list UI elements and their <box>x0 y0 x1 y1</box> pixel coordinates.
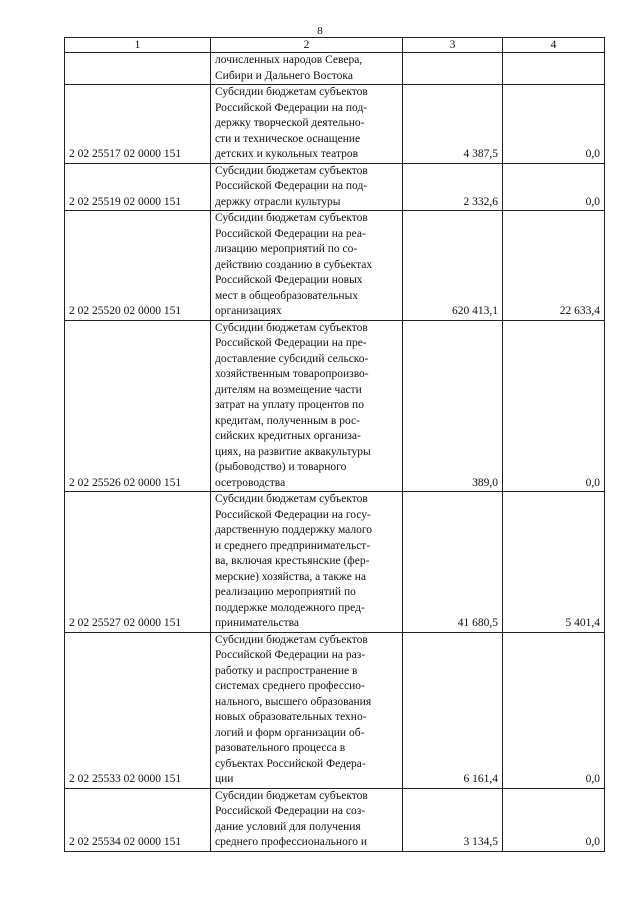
description-line: Российской Федерации на госу- <box>215 508 371 521</box>
page-number: 8 <box>317 25 323 37</box>
description-cell <box>211 320 403 492</box>
description-line: ции <box>215 773 234 785</box>
description-line: держку творческой деятельно- <box>215 117 365 129</box>
budget-code-cell: 2 02 25526 02 0000 151 <box>65 320 211 492</box>
column-header: 1 <box>65 38 211 53</box>
budget-code-cell: 2 02 25519 02 0000 151 <box>65 163 211 211</box>
budget-code-cell: 2 02 25520 02 0000 151 <box>65 211 211 321</box>
budget-code-cell: 2 02 25527 02 0000 151 <box>65 492 211 633</box>
description-cell <box>211 211 403 321</box>
description-line: Субсидии бюджетам субъектов <box>215 164 368 177</box>
description-line: Российской Федерации на раз- <box>215 649 366 661</box>
description-line: ва, включая крестьянские (фер- <box>215 555 370 567</box>
description-line: дарственную поддержку малого <box>215 524 373 536</box>
table-row <box>65 211 605 321</box>
table-row <box>65 53 605 85</box>
description-line: дание условий для получения <box>215 820 361 833</box>
description-line: затрат на уплату процентов по <box>215 399 364 411</box>
amount-col4-cell <box>503 53 605 85</box>
description-line: нального, высшего образования <box>215 695 372 708</box>
table-row <box>65 788 605 851</box>
description-line: новых образовательных техно- <box>215 711 367 723</box>
description-line: держку отрасли культуры <box>215 195 341 208</box>
description-line: разовательного процесса в <box>215 742 346 754</box>
description-line: действию созданию в субъектах <box>215 258 373 271</box>
description-line: Российской Федерации на пре- <box>215 337 367 349</box>
budget-code-cell: 2 02 25534 02 0000 151 <box>65 788 211 851</box>
table-row <box>65 632 605 788</box>
description-line: поддержке молодежного пред- <box>215 601 365 614</box>
description-line: (рыбоводство) и товарного <box>215 461 347 473</box>
amount-col4-cell: 0,0 <box>503 163 605 211</box>
column-header: 4 <box>503 38 605 53</box>
table-header-row <box>65 38 605 53</box>
amount-col3-cell: 6 161,4 <box>403 632 503 788</box>
description-line: Субсидии бюджетам субъектов <box>215 633 368 646</box>
table-row <box>65 492 605 633</box>
table-row <box>65 85 605 164</box>
description-line: принимательства <box>215 617 299 629</box>
description-line: Российской Федерации на под- <box>215 180 368 192</box>
description-line: реализацию мероприятий по <box>215 586 356 598</box>
description-line: циях, на развитие аквакультуры <box>215 445 371 458</box>
description-line: среднего профессионального и <box>215 836 368 848</box>
column-header: 3 <box>403 38 503 53</box>
amount-col3-cell: 620 413,1 <box>403 211 503 321</box>
description-line: сти и техническое оснащение <box>215 132 361 145</box>
amount-col4-cell: 5 401,4 <box>503 492 605 633</box>
description-line: мест в общеобразовательных <box>215 289 359 302</box>
description-cell <box>211 632 403 788</box>
description-line: лизацию мероприятий по со- <box>215 243 358 255</box>
description-line: работку и распространение в <box>215 664 358 677</box>
description-line: доставление субсидий сельско- <box>215 352 369 365</box>
description-line: хозяйственным товаропроизво- <box>215 368 369 380</box>
description-cell <box>211 163 403 211</box>
table-row <box>65 163 605 211</box>
description-line: детских и кукольных театров <box>215 148 359 160</box>
description-cell <box>211 85 403 164</box>
description-line: Субсидии бюджетам субъектов <box>215 493 368 505</box>
amount-col3-cell: 41 680,5 <box>403 492 503 633</box>
amount-col3-cell <box>403 53 503 85</box>
amount-col4-cell: 0,0 <box>503 632 605 788</box>
budget-table <box>64 37 605 852</box>
description-line: мерские) хозяйства, а также на <box>215 570 366 583</box>
description-line: Российской Федерации на реа- <box>215 227 366 240</box>
description-line: системах среднего профессио- <box>215 680 365 692</box>
description-cell <box>211 788 403 851</box>
amount-col4-cell: 0,0 <box>503 85 605 164</box>
budget-code-cell: 2 02 25533 02 0000 151 <box>65 632 211 788</box>
description-line: Субсидии бюджетам субъектов <box>215 212 368 224</box>
budget-code-cell: 2 02 25517 02 0000 151 <box>65 85 211 164</box>
description-line: дителям на возмещение части <box>215 383 362 396</box>
description-line: лочисленных народов Севера, <box>215 54 363 66</box>
amount-col3-cell: 3 134,5 <box>403 788 503 851</box>
description-line: Российской Федерации на под- <box>215 101 368 114</box>
description-line: кредитам, полученным в рос- <box>215 414 360 427</box>
description-line: осетроводства <box>215 476 286 489</box>
description-line: Российской Федерации новых <box>215 274 363 286</box>
description-line: Субсидии бюджетам субъектов <box>215 321 368 334</box>
amount-col4-cell: 0,0 <box>503 320 605 492</box>
amount-col3-cell: 389,0 <box>403 320 503 492</box>
column-header: 2 <box>211 38 403 53</box>
table-body <box>65 53 605 852</box>
description-line: Субсидии бюджетам субъектов <box>215 86 368 98</box>
amount-col3-cell: 2 332,6 <box>403 163 503 211</box>
description-line: субъектах Российской Федера- <box>215 757 366 770</box>
description-line: и среднего предпринимательст- <box>215 539 371 552</box>
description-cell <box>211 492 403 633</box>
table-row <box>65 320 605 492</box>
description-line: логий и форм организации об- <box>215 726 365 739</box>
amount-col3-cell: 4 387,5 <box>403 85 503 164</box>
description-line: сийских кредитных организа- <box>215 430 361 442</box>
description-cell <box>211 53 403 85</box>
description-line: Российской Федерации на соз- <box>215 805 366 817</box>
description-line: организациях <box>215 305 282 317</box>
description-line: Сибири и Дальнего Востока <box>215 69 353 82</box>
amount-col4-cell: 22 633,4 <box>503 211 605 321</box>
budget-code-cell <box>65 53 211 85</box>
amount-col4-cell: 0,0 <box>503 788 605 851</box>
description-line: Субсидии бюджетам субъектов <box>215 789 368 802</box>
